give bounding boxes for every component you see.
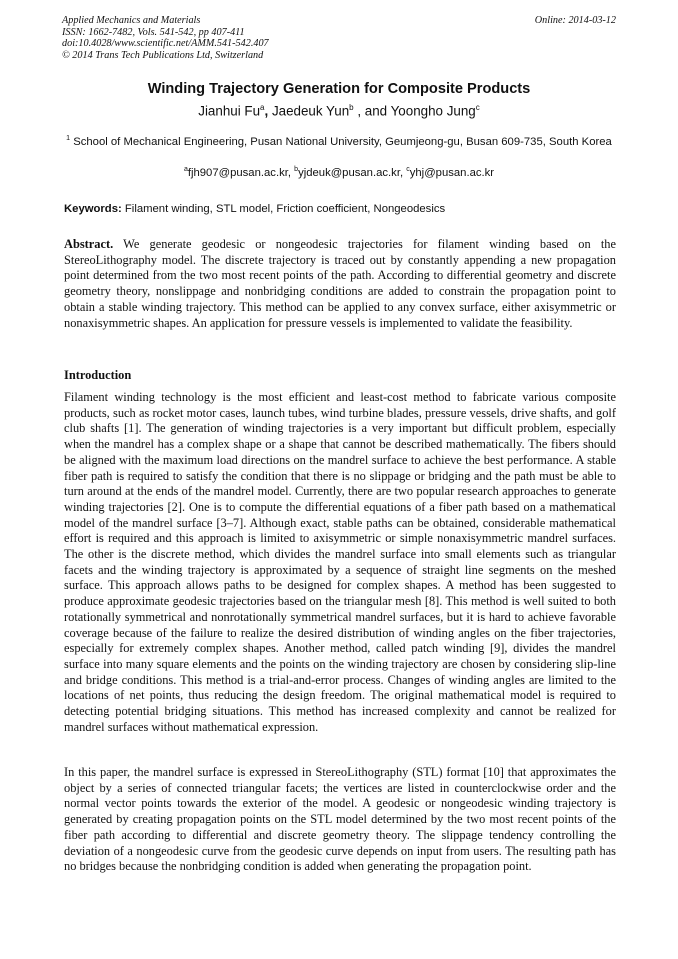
affiliation-text: School of Mechanical Engineering, Pusan National University, Geumjeong-gu, Busan 609-735, South Korea <box>73 135 612 148</box>
author-separator-1: , <box>264 103 272 119</box>
journal-name: Applied Mechanics and Materials <box>62 15 201 26</box>
author-1: Jianhui Fu <box>198 103 261 119</box>
abstract-text: We generate geodesic or nongeodesic trajectories for filament winding based on the StereoLithography model. The discrete trajectory is traced out by constantly appending a new propagation point determined from the two most recent points of the path. According to differential geometry and discrete geometry theory, nonslippage and nonbridging conditions are added to constrain the propagation point to obtain a stable winding trajectory. This method can be applied to any convex surface, either axisymmetric or nonaxisymmetric shapes. An application for pressure vessels is implemented to validate the feasibility. <box>64 237 616 330</box>
abstract <box>64 237 616 331</box>
email-1-mark: a <box>183 166 188 173</box>
author-1-mark: a <box>260 103 265 112</box>
author-2-mark: b <box>349 103 354 112</box>
email-3: yhj@pusan.ac.kr <box>409 166 495 179</box>
paper-title: Winding Trajectory Generation for Composite Products <box>147 81 531 97</box>
section-heading-introduction: Introduction <box>64 368 132 382</box>
email-3-mark: c <box>406 166 410 173</box>
keywords <box>64 203 616 215</box>
affiliation <box>62 131 616 150</box>
introduction-paragraph-2: In this paper, the mandrel surface is expressed in StereoLithography (STL) format [10] that approximates the object by a series of connected triangular facets; the vertices are listed in counterclockwise order and the normal vector points towards the exterior of the model. A geodesic or nongeodesic winding trajectory is generated by creating propagation points on the STL model determined by the two most recent points of the fiber path according to differential and discrete geometry theory. The slippage tendency controlling the deviation of a nongeodesic curve from the geodesic curve depends on input from users. The resulting path has no bridges because the nonbridging condition is added when generating the propagation point. <box>64 765 616 874</box>
author-2: Jaedeuk Yun <box>271 103 350 119</box>
copyright-line: © 2014 Trans Tech Publications Ltd, Switzerland <box>62 49 264 61</box>
online-date: Online: 2014-03-12 <box>534 15 616 26</box>
keywords-label: Keywords: <box>64 203 122 215</box>
author-list <box>40 103 638 118</box>
affiliation-mark: 1 <box>66 135 71 142</box>
issn-line: ISSN: 1662-7482, Vols. 541-542, pp 407-411 <box>62 26 245 38</box>
doi-line: doi:10.4028/www.scientific.net/AMM.541-542.407 <box>62 38 269 50</box>
journal-header <box>62 15 616 61</box>
author-3: Yoongho Jung <box>390 103 476 119</box>
email-2-mark: b <box>294 166 299 173</box>
keywords-text: Filament winding, STL model, Friction coefficient, Nongeodesics <box>121 203 446 215</box>
author-emails <box>40 166 638 179</box>
email-1: fjh907@pusan.ac.kr, <box>187 166 295 179</box>
email-2: yjdeuk@pusan.ac.kr, <box>298 166 407 179</box>
abstract-label: Abstract. <box>64 237 114 251</box>
author-separator-2: , and <box>353 103 391 119</box>
author-3-mark: c <box>475 103 480 112</box>
introduction-paragraph-1: Filament winding technology is the most efficient and least-cost method to fabricate various composite products, such as rocket motor cases, launch tubes, wind turbine blades, pressure vessels, drive shafts, and golf club shafts [1]. The generation of winding trajectories is a very important but difficult problem, especially when the mandrel has a complex shape or a shape that cannot be described mathematically. The fibers should be aligned with the maximum load directions on the mandrel surface to achieve the best performance. A stable fiber path is required to satisfy the condition that there is no slippage or bridging and the path must be able to turn around at the ends of the mandrel model. Currently, there are two popular research approaches to generate winding trajectories [2]. One is to compute the differential equations of a fiber path based on a mathematical model of the mandrel surface [3–7]. Although exact, stable paths can be obtained, considerable mathematical effort is required and this approach is limited to axisymmetric or simple nonaxisymmetric mandrel surfaces. The other is the discrete method, which divides the mandrel surface into small elements such as triangular facets and the winding trajectory is approximated by a sequence of straight line segments on the meshed surface. This approach allows paths to be designed for complex shapes. A method has been suggested to produce approximate geodesic trajectories based on the triangular mesh [8]. This method is well suited to both rotationally symmetrical and nonrotationally symmetrical mandrel surfaces, but it is hard to achieve favorable coverage because of the failure to realize the desired distribution of winding angles on the fiber trajectories, especially for extremely complex shapes. Another method, called patch winding [9], divides the mandrel surface into many square elements and the points on the winding trajectory are chosen by considering slip-line and bridge conditions. This method is a trial-and-error process. Changes of winding angles are limited to the locations of net points, thus reducing the design freedom. The original mathematical model is required to detecting potential bridging situations. This method has increased complexity and cannot be realized for mandrel surfaces without mathematical expression. <box>64 390 616 734</box>
